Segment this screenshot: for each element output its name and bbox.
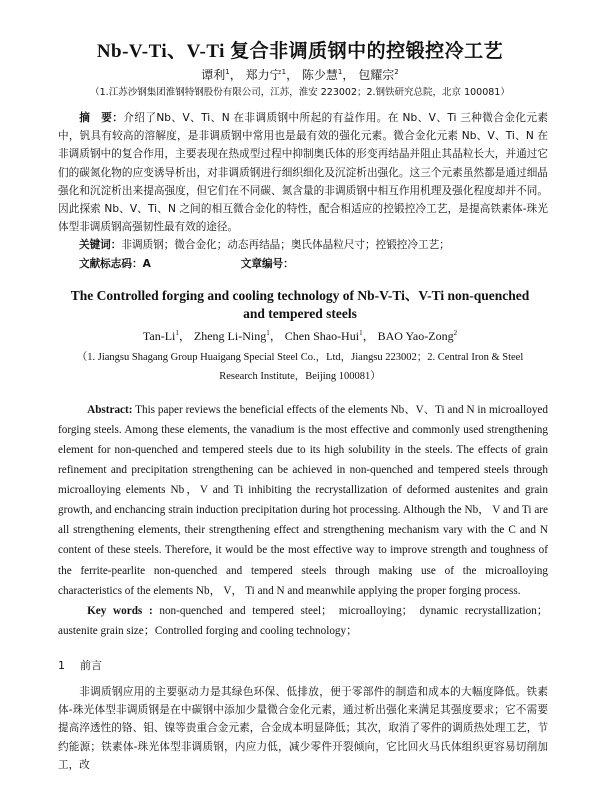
author-affiliation-mark: 1 bbox=[175, 328, 179, 337]
english-author bbox=[378, 329, 458, 343]
author-name: 包耀宗 bbox=[358, 68, 395, 82]
chinese-affiliation: （1.江苏沙钢集团淮钢特钢股份有限公司，江苏，淮安 223002；2.钢铁研究总院，北京 100081） bbox=[90, 87, 510, 98]
author-affiliation-mark: 1 bbox=[225, 68, 230, 76]
chinese-author bbox=[246, 68, 302, 82]
english-title-line-2: and tempered steels bbox=[243, 305, 357, 321]
chinese-author bbox=[302, 68, 358, 82]
author-separator: ， bbox=[362, 328, 378, 343]
author-name: 谭利 bbox=[201, 68, 226, 82]
author-separator: ， bbox=[342, 68, 359, 82]
english-author bbox=[285, 329, 378, 343]
chinese-abstract-paragraph bbox=[58, 109, 548, 236]
author-affiliation-mark: 1 bbox=[281, 68, 287, 76]
author-name: Zheng Li-Ning bbox=[193, 328, 267, 343]
author-name: Tan-Li bbox=[142, 328, 176, 343]
author-separator: ， bbox=[269, 328, 285, 343]
chinese-abstract-label: 摘 要： bbox=[79, 112, 124, 124]
english-keywords-paragraph bbox=[58, 601, 548, 641]
article-number-label: 文章编号： bbox=[240, 257, 294, 270]
chinese-author bbox=[201, 68, 245, 82]
english-title-line-1: The Controlled forging and cooling technology of Nb-V-Ti、V-Ti non-quenched bbox=[70, 287, 530, 303]
section-heading bbox=[58, 657, 548, 675]
chinese-abstract-text: 介绍了Nb、V、Ti、N 在非调质钢中所起的有益作用。在 Nb、V、Ti 三种微合金化元素中，钒具有较高的溶解度，是非调质钢中常用也是最有效的强化元素。微合金化元素 Nb、V、Ti、N 在非调质钢中的复合作用，主要表现在热成型过程中抑制奥氏体的形变再结晶并阻止其晶粒长大，并通过它们的碳氮化物的应变诱导析出，对非调质钢进行细织细化及沉淀析出强化。这三个元素虽然都是通过细晶强化和沉淀析出来提高强度，但它们在不同碳、氮含量的非调质钢中相互作用机理及强化程度却并不同。因此探索 Nb、V、Ti、N 之间的相互微合金化的特性，配合相适应的控锻控冷工艺，是提高铁素体-珠光体型非调质钢高强韧性最有效的途径。 bbox=[58, 112, 548, 234]
chinese-keywords: 非调质钢；微合金化；动态再结晶；奥氏体晶粒尺寸；控锻控冷工艺； bbox=[121, 239, 450, 252]
english-affiliation-line-1: （1. Jiangsu Shagang Group Huaigang Special Steel Co.，Ltd，Jiangsu 223002；2. Central Iron & Steel bbox=[76, 351, 524, 363]
english-abstract bbox=[58, 400, 548, 641]
chinese-keywords-line bbox=[58, 236, 548, 254]
english-abstract-label: Abstract: bbox=[87, 403, 133, 416]
author-name: Chen Shao-Hui bbox=[284, 328, 360, 343]
author-affiliation-mark: 2 bbox=[453, 328, 458, 337]
english-affiliation-line-2: Research Institute，Beijing 100081） bbox=[219, 370, 381, 382]
author-name: 陈少慧 bbox=[301, 68, 338, 82]
english-abstract-text: This paper reviews the beneficial effects of the elements Nb、V、Ti and N in microalloyed forging steels. Among these elements, the vanadium is the most effective and commonly used strengthening element for non-quenched and tempered steels due to its high solubility in the steels. The effects of grain refinement and precipitation strengthening can be achieved in non-quenched and tempered steels through microalloying elements Nb，V and Ti inhibiting the recrystallization of deformed austenites and grain growth, and enchancing strain induction precipitation during hot processing. Although the Nb， V and Ti are all strengthening elements, their strengthening effect and strengthening mechanism vary with the C and N content of these steels. Therefore, it would be the most effective way to improve strength and toughness of the ferrite-pearlite non-quenched and tempered steels through making use of the microalloying characteristics of the elements Nb， V， Ti and N and meanwhile applying the proper forging process. bbox=[58, 403, 548, 597]
section-number: 1 bbox=[58, 658, 65, 672]
english-author bbox=[143, 329, 194, 343]
chinese-author bbox=[358, 68, 398, 82]
document-code-line bbox=[58, 255, 548, 273]
chinese-abstract bbox=[58, 109, 548, 273]
author-name: 郑力宁 bbox=[245, 68, 282, 82]
author-affiliation-mark: 1 bbox=[266, 328, 270, 337]
author-separator: ， bbox=[178, 328, 194, 343]
english-abstract-paragraph bbox=[58, 400, 548, 601]
english-keywords-label: Key words : bbox=[87, 604, 153, 617]
section-paragraph: 非调质钢应用的主要驱动力是其绿色环保、低排放，便于零部件的制造和成本的大幅度降低。铁素体-珠光体型非调质钢是在中碳钢中添加少量微合金化元素，通过析出强化来满足其强度要求；它不需要提高淬透性的铬、钼、镍等贵重合金元素，合金成本明显降低；其次，取消了零件的调质热处理工艺，节约能源；铁素体-珠光体型非调质钢，内应力低，减少零件开裂倾向，它比回火马氏体组织更容易切削加工，改 bbox=[58, 685, 548, 771]
english-author bbox=[194, 329, 285, 343]
english-authors bbox=[0, 327, 600, 345]
author-name: BAO Yao-Zong bbox=[377, 328, 454, 343]
author-separator: ， bbox=[286, 68, 302, 82]
document-code: A bbox=[142, 257, 151, 270]
author-affiliation-mark: 1 bbox=[359, 328, 363, 337]
chinese-keywords-label: 关键词： bbox=[79, 239, 122, 252]
chinese-title: Nb-V-Ti、V-Ti 复合非调质钢中的控锻控冷工艺 bbox=[96, 41, 504, 62]
document-code-label: 文献标志码： bbox=[79, 257, 143, 270]
author-affiliation-mark: 1 bbox=[337, 68, 343, 76]
author-separator: ， bbox=[229, 68, 246, 82]
english-title bbox=[0, 287, 600, 323]
chinese-authors bbox=[0, 66, 600, 84]
section-title: 前言 bbox=[80, 658, 102, 672]
section-body bbox=[58, 683, 548, 774]
author-affiliation-mark: 2 bbox=[394, 68, 399, 76]
english-affiliation bbox=[40, 348, 560, 386]
english-keywords: non-quenched and tempered steel； microalloying； dynamic recrystallization； austenite grain size；Controlled forging and cooling technology； bbox=[58, 604, 548, 637]
